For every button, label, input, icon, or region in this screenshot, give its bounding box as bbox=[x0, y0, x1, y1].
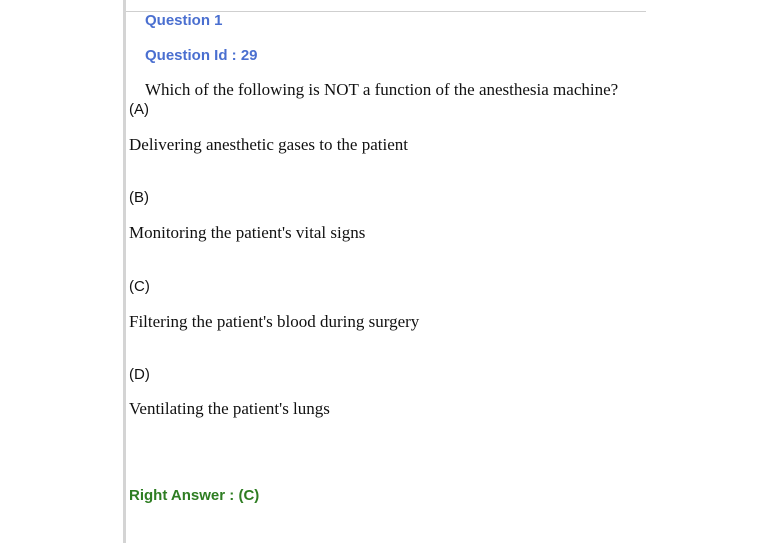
option-b-text: Monitoring the patient's vital signs bbox=[129, 223, 366, 242]
right-answer: Right Answer : (C) bbox=[129, 487, 260, 504]
option-d-text: Ventilating the patient's lungs bbox=[129, 399, 330, 418]
question-number: Question 1 bbox=[145, 12, 223, 29]
option-d-letter: (D) bbox=[129, 366, 150, 383]
option-a-text: Delivering anesthetic gases to the patient bbox=[129, 135, 408, 154]
option-c-text: Filtering the patient's blood during surgery bbox=[129, 312, 420, 331]
option-c-letter: (C) bbox=[129, 278, 150, 295]
question-id: Question Id : 29 bbox=[145, 47, 258, 64]
option-b-letter: (B) bbox=[129, 189, 149, 206]
option-a-letter: (A) bbox=[129, 101, 149, 118]
question-text: Which of the following is NOT a function of the anesthesia machine? bbox=[145, 80, 619, 99]
left-border bbox=[123, 0, 126, 543]
